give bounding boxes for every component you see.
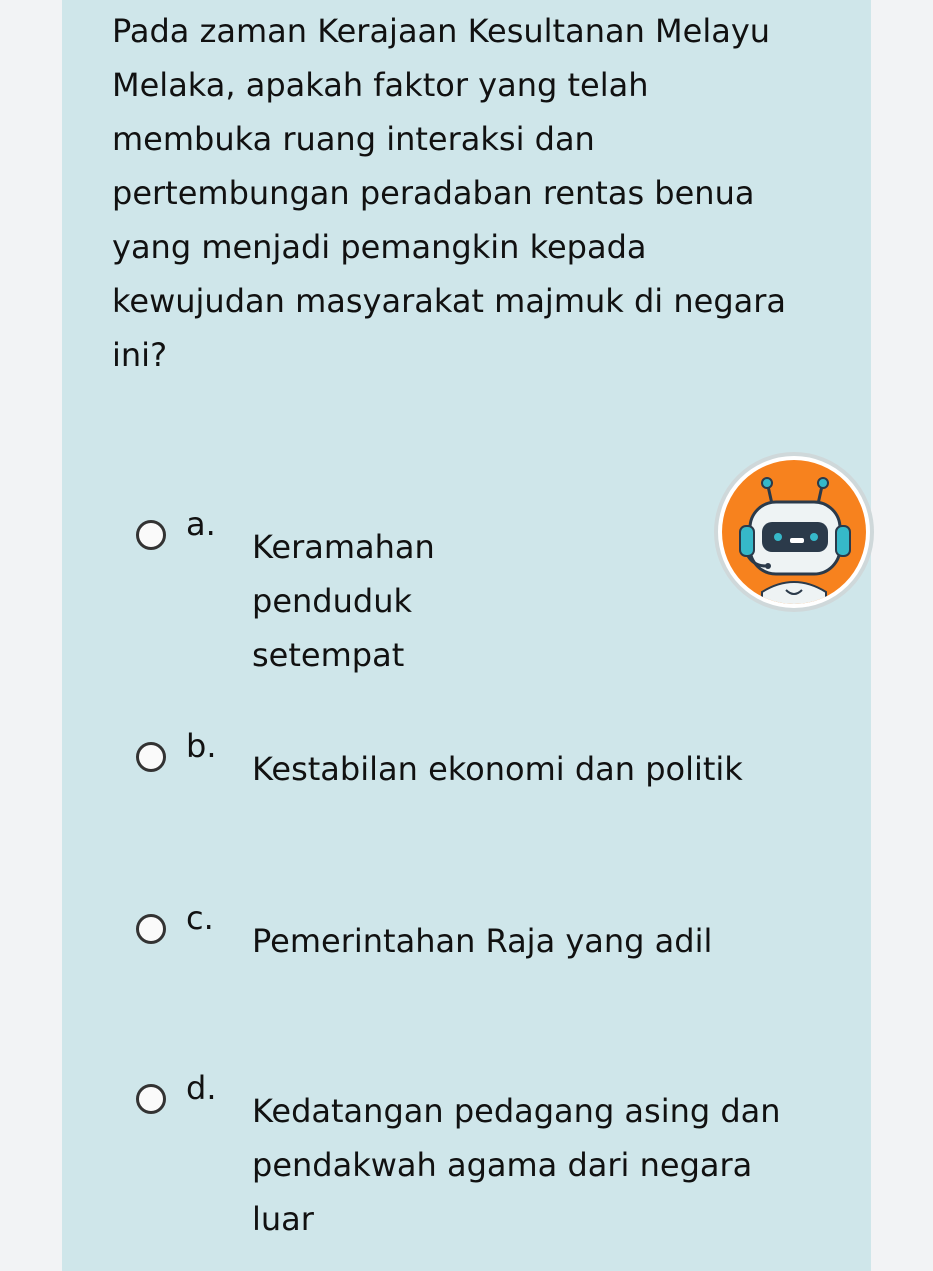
option-a-radio[interactable]: [136, 520, 166, 550]
question-text: Pada zaman Kerajaan Kesultanan Melayu Melaka, apakah faktor yang telah membuka ruang interaksi dan pertembungan peradaban rentas benua yang menjadi pemangkin kepada kewujudan masyarakat majmuk di negara ini?: [112, 12, 786, 374]
question-card: [62, 0, 871, 1271]
option-d[interactable]: [136, 1069, 836, 1238]
option-a-letter: a.: [186, 505, 216, 543]
option-d-text: Kedatangan pedagang asing dan pendakwah agama dari negara luar: [252, 1092, 781, 1238]
option-c[interactable]: [136, 900, 836, 1040]
option-b-letter: b.: [186, 727, 217, 765]
option-d-letter: d.: [186, 1069, 217, 1107]
option-c-letter: c.: [186, 899, 214, 937]
option-b-radio[interactable]: [136, 742, 166, 772]
option-c-text: Pemerintahan Raja yang adil: [252, 922, 713, 960]
option-d-radio[interactable]: [136, 1084, 166, 1114]
option-b-text: Kestabilan ekonomi dan politik: [252, 750, 743, 788]
option-b[interactable]: [136, 728, 836, 868]
option-c-radio[interactable]: [136, 914, 166, 944]
option-a-text: Keramahan penduduk setempat: [252, 528, 435, 674]
robot-mascot-icon: [714, 452, 874, 612]
